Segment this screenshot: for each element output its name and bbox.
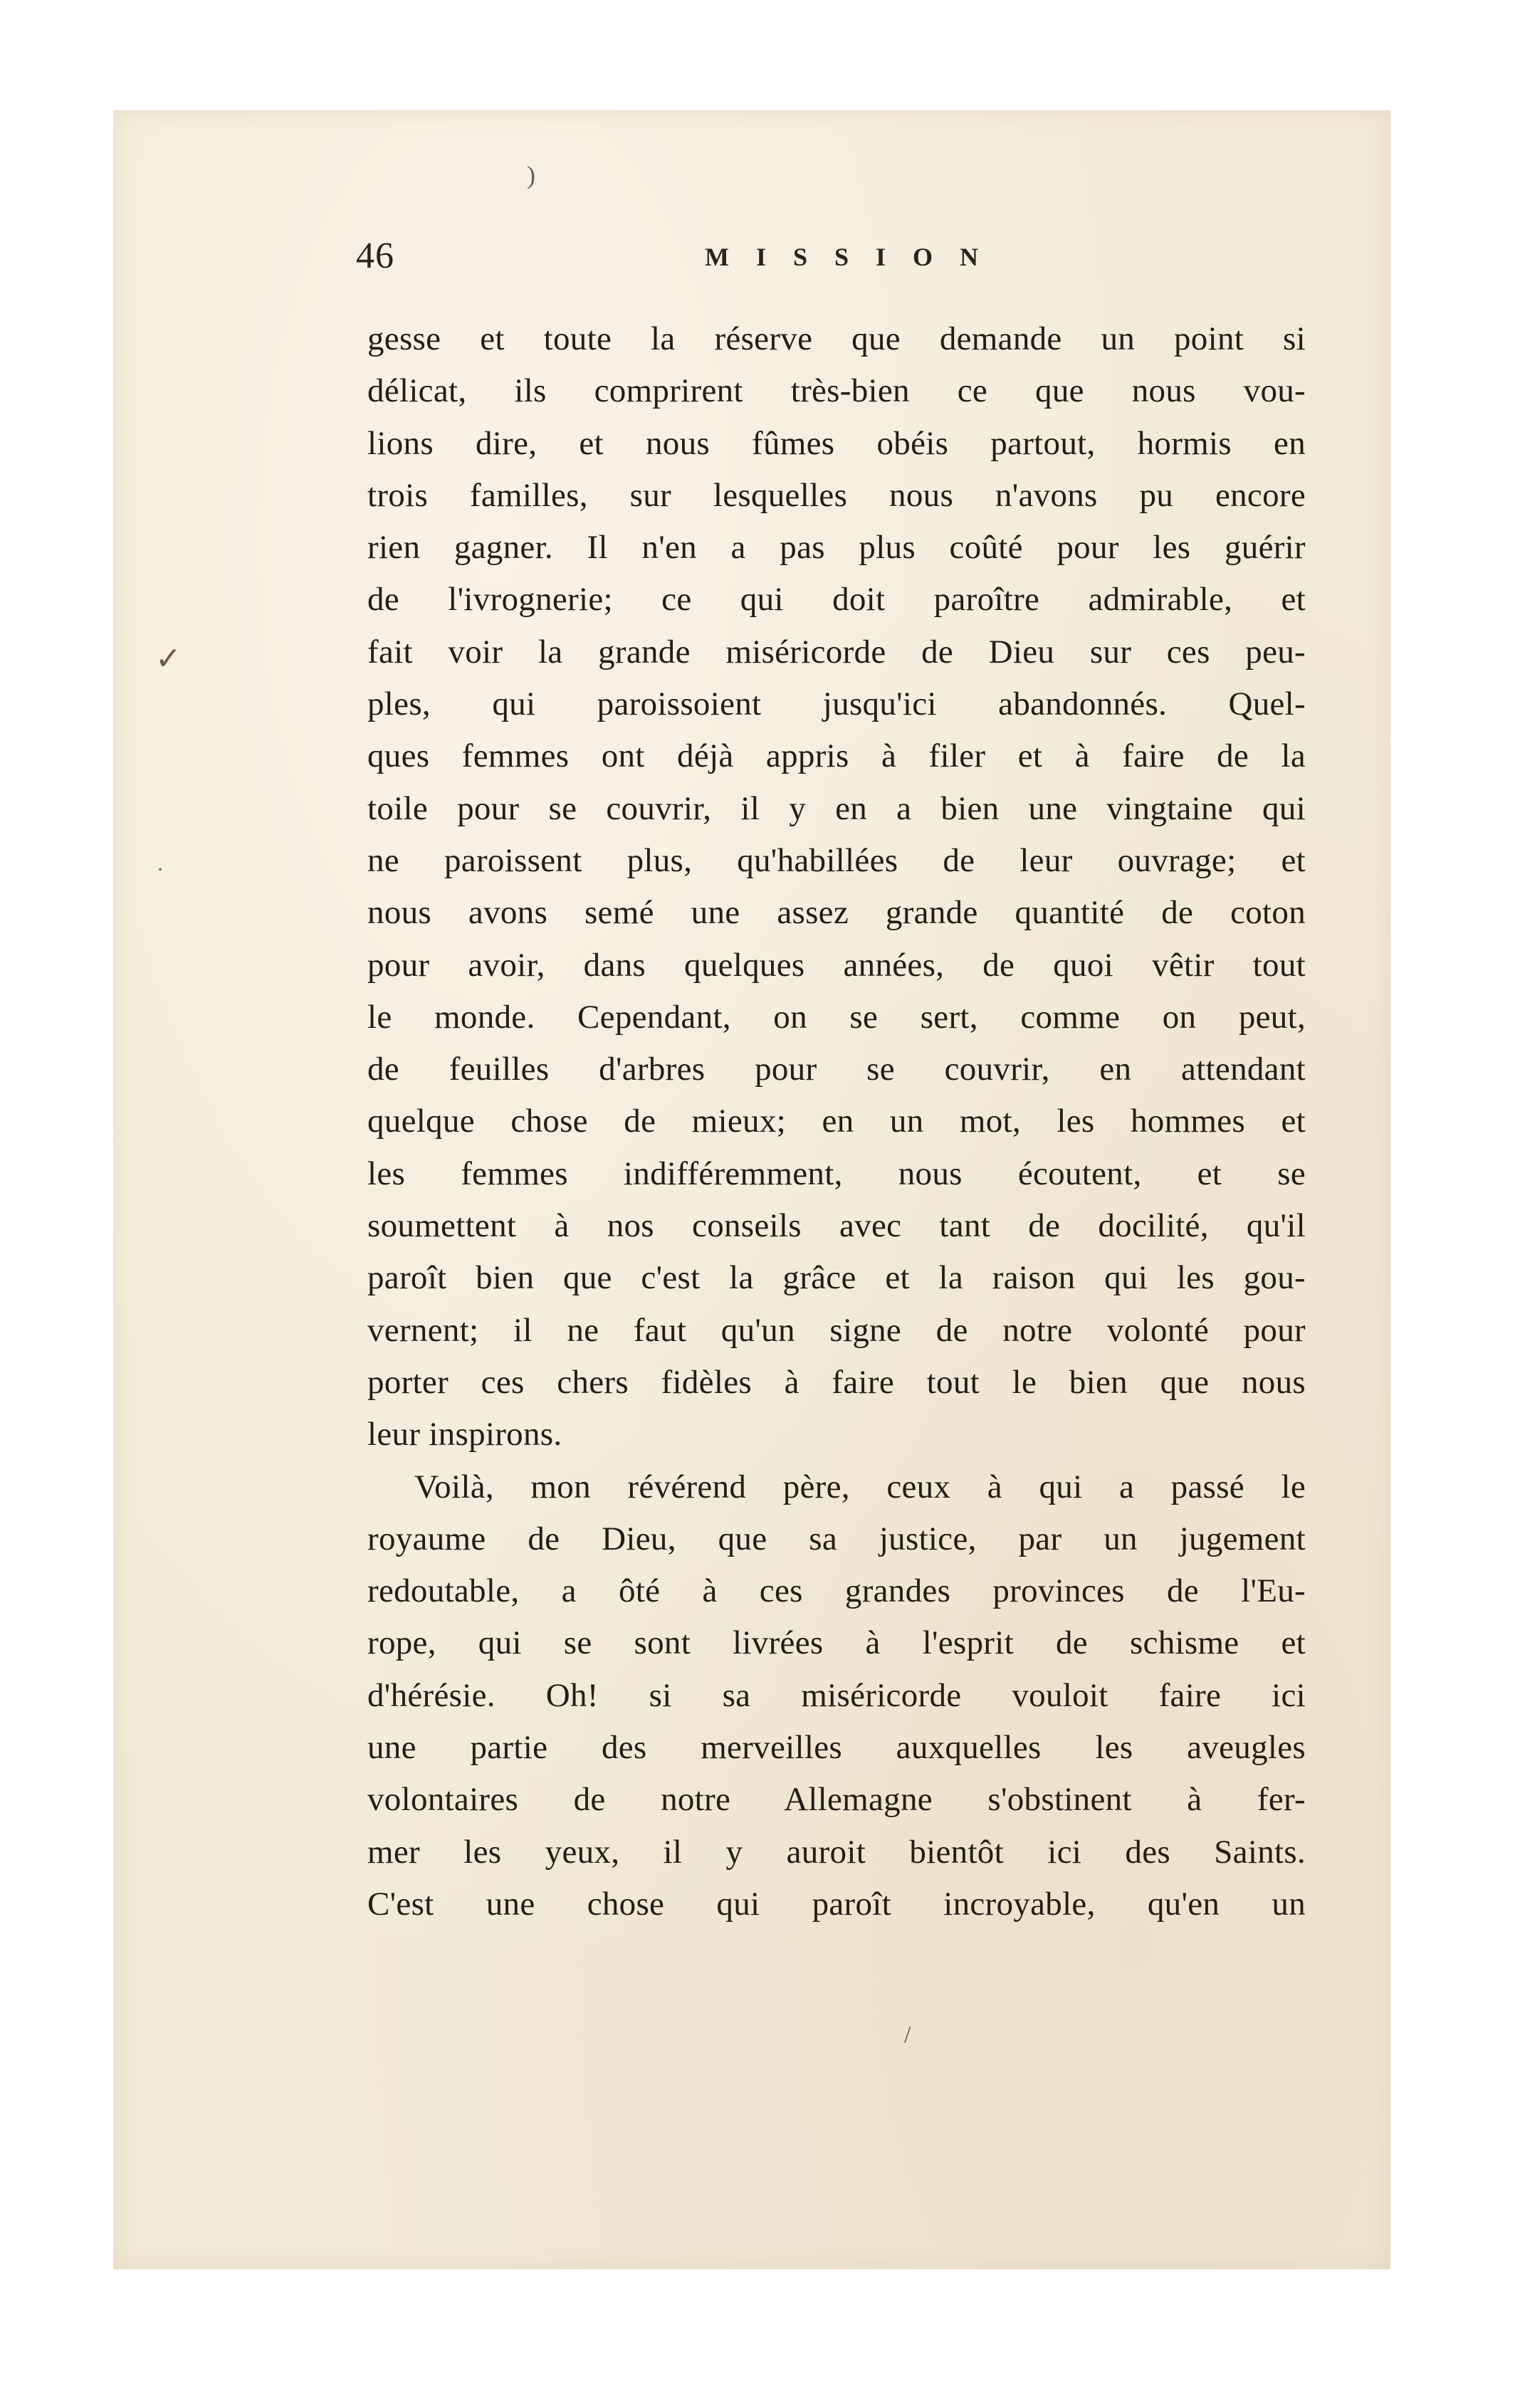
paragraph-1 (367, 313, 1306, 1461)
text-line: une partie des merveilles auxquelles les aveugles (367, 1729, 1306, 1767)
text-line: redoutable, a ôté à ces grandes provinces de l'Eu- (367, 1572, 1306, 1610)
text-line: rien gagner. Il n'en a pas plus coûté pour les guérir (367, 529, 1306, 567)
text-line: lions dire, et nous fûmes obéis partout, hormis en (367, 424, 1306, 462)
text-line: rope, qui se sont livrées à l'esprit de schisme et (367, 1624, 1306, 1662)
speck-mark: ✓ (155, 641, 182, 676)
speck-mark: / (904, 2021, 911, 2048)
text-line: de l'ivrognerie; ce qui doit paroître admirable, et (367, 581, 1306, 619)
text-line: le monde. Cependant, on se sert, comme on peut, (367, 998, 1306, 1036)
text-line: mer les yeux, il y auroit bientôt ici des Saints. (367, 1833, 1306, 1871)
text-line: ques femmes ont déjà appris à filer et à faire de la (367, 737, 1306, 775)
paragraph-2 (367, 1461, 1306, 1931)
text-line: porter ces chers fidèles à faire tout le bien que nous (367, 1363, 1306, 1401)
text-line: fait voir la grande miséricorde de Dieu sur ces peu- (367, 633, 1306, 671)
text-line: ples, qui paroissoient jusqu'ici abandonnés. Quel- (367, 685, 1306, 723)
text-line: nous avons semé une assez grande quantité de coton (367, 894, 1306, 932)
text-line: de feuilles d'arbres pour se couvrir, en attendant (367, 1051, 1306, 1088)
page-number: 46 (356, 236, 394, 276)
text-line: gesse et toute la réserve que demande un point si (367, 320, 1306, 357)
text-line: soumettent à nos conseils avec tant de docilité, qu'il (367, 1207, 1306, 1245)
text-line: volontaires de notre Allemagne s'obstinent à fer- (367, 1781, 1306, 1819)
speck-mark: ) (527, 161, 535, 189)
text-line: leur inspirons. (367, 1416, 562, 1453)
text-line: ne paroissent plus, qu'habillées de leur ouvrage; et (367, 841, 1306, 879)
running-head: MISSION (705, 243, 1006, 271)
text-line: d'hérésie. Oh! si sa miséricorde vouloit faire ici (367, 1676, 1306, 1714)
text-line: C'est une chose qui paroît incroyable, qu'en un (367, 1885, 1306, 1923)
text-line: paroît bien que c'est la grâce et la raison qui les gou- (367, 1259, 1306, 1297)
body-text (367, 313, 1306, 1930)
text-line: toile pour se couvrir, il y en a bien une vingtaine qui (367, 789, 1306, 827)
text-line: les femmes indifféremment, nous écoutent, et se (367, 1155, 1306, 1192)
text-line: quelque chose de mieux; en un mot, les hommes et (367, 1103, 1306, 1140)
speck-mark: · (157, 858, 164, 881)
text-line: pour avoir, dans quelques années, de quoi vêtir tout (367, 946, 1306, 984)
text-line: vernent; il ne faut qu'un signe de notre volonté pour (367, 1311, 1306, 1349)
text-line: Voilà, mon révérend père, ceux à qui a passé le (414, 1468, 1306, 1505)
text-line: délicat, ils comprirent très-bien ce que nous vou- (367, 372, 1306, 410)
text-line: royaume de Dieu, que sa justice, par un jugement (367, 1520, 1306, 1557)
page-header (356, 235, 1317, 292)
text-line: trois familles, sur lesquelles nous n'avons pu encore (367, 476, 1306, 514)
